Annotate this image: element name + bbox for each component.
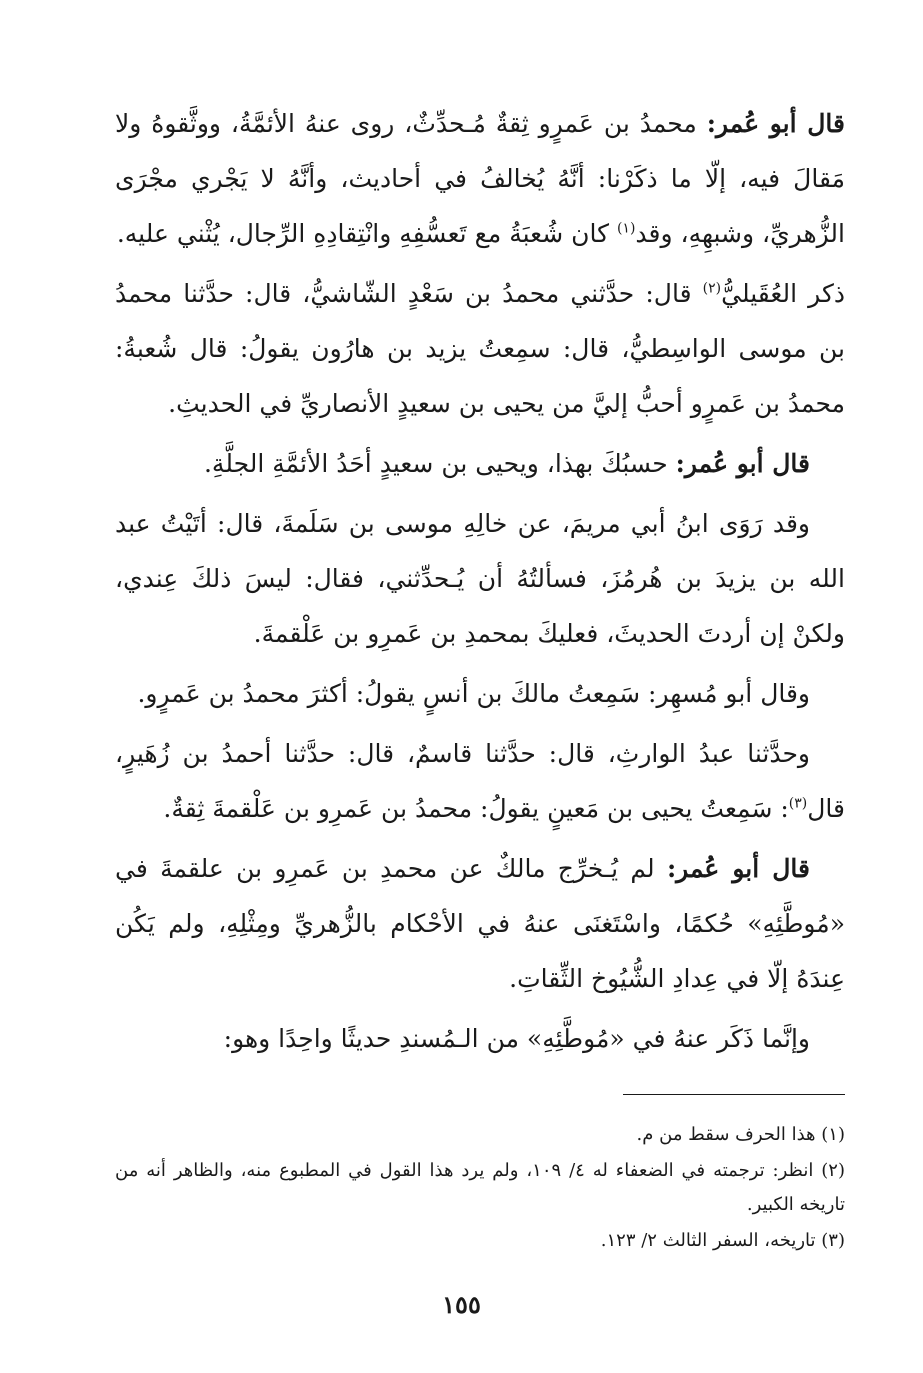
footnote-marker[interactable]: (٢) [702,280,722,297]
paragraph-text: ذكر العُقَيليُّ [721,279,845,308]
paragraph-1 [115,96,845,261]
paragraph-text: لم يُـخرِّج مالكٌ عن محمدِ بن عَمرِو بن علقمةَ في «مُوطَّئِهِ» حُكمًا، واسْتَغنَى عنهُ في الأحْكام بالزُّهريِّ ومِثْلِهِ، ولم يَكُن عِندَهُ إلّا في عِدادِ الشُّيُوخ الثِّقاتِ. [115,854,845,993]
footnote-marker[interactable]: (١) [616,220,636,237]
footnote-1: (١) هذا الحرف سقط من م. [636,1124,845,1145]
paragraph-text: وإنَّما ذَكَر عنهُ في «مُوطَّئِهِ» من الـمُسندِ حديثًا واحِدًا وهو: [223,1024,810,1053]
paragraph-2 [115,266,845,431]
paragraph-text: وقال أبو مُسهِر: سَمِعتُ مالكَ بن أنسٍ يقولُ: أكثرَ محمدُ بن عَمرٍو. [137,679,810,708]
footnotes [115,1118,845,1258]
paragraph-text: محمدُ بن عَمرٍو ثِقةٌ مُـحدِّثٌ، روى عنهُ الأئمَّةُ، ووثَّقوهُ ولا مَقالَ فيه، إلّا ما ذكَرْنا: أنَّهُ يُخالفُ في أحاديث، وأنَّهُ لا يَجْري مجْرَى الزُّهريِّ، وشبهِهِ، وقد [115,109,845,248]
footnote-divider [623,1094,845,1095]
footnote-2: (٢) انظر: ترجمته في الضعفاء له ٤/ ١٠٩، ولم يرد هذا القول في المطبوع منه، والظاهر أنه من تاريخه الكبير. [115,1160,845,1215]
paragraph-6 [115,726,845,836]
speaker-lead: قال أبو عُمر: [706,109,845,138]
paragraph-3 [115,436,845,491]
paragraph-text-tail: : سَمِعتُ يحيى بن مَعينٍ يقولُ: محمدُ بن عَمرِو بن عَلْقمةَ ثِقةٌ. [163,794,789,823]
paragraph-text-tail: قال: حدَّثني محمدُ بن سَعْدٍ الشّاشيُّ، قال: حدَّثنا محمدُ بن موسى الواسِطيُّ، قال: سمِعتُ يزيد بن هارُون يقولُ: قال شُعبةُ: محمدُ بن عَمرٍو أحبُّ إليَّ من يحيى بن سعيدٍ الأنصاريِّ في الحديثِ. [115,279,845,418]
paragraph-5 [115,666,845,721]
speaker-lead: قال أبو عُمر: [675,449,810,478]
paragraph-text: وحدَّثنا عبدُ الوارثِ، قال: حدَّثنا قاسمٌ، قال: حدَّثنا أحمدُ بن زُهَيرٍ، قال [115,739,845,823]
paragraph-7 [115,841,845,1006]
paragraph-4 [115,496,845,661]
paragraph-text-tail: كان شُعبَةُ مع تَعسُّفِهِ وانْتِقادِهِ الرِّجال، يُثْني عليه. [116,219,617,248]
footnote-3: (٣) تاريخه، السفر الثالث ٢/ ١٢٣. [600,1230,845,1251]
paragraph-text: وقد رَوَى ابنُ أبي مريمَ، عن خالِهِ موسى بن سَلَمةَ، قال: أتَيْتُ عبد الله بن يزيدَ بن هُرمُزَ، فسألتُهُ أن يُـحدِّثني، فقال: ليسَ ذلكَ عِندي، ولكنْ إن أردتَ الحديثَ، فعليكَ بمحمدِ بن عَمرِو بن عَلْقمةَ. [115,509,845,648]
speaker-lead: قال أبو عُمر: [666,854,810,883]
paragraph-8 [115,1011,845,1066]
main-text [115,96,845,1066]
page-number: ١٥٥ [442,1290,481,1319]
footnote-marker[interactable]: (٣) [788,795,808,812]
paragraph-text: حسبُكَ بهذا، ويحيى بن سعيدٍ أحَدُ الأئمَّةِ الجلَّةِ. [203,449,676,478]
